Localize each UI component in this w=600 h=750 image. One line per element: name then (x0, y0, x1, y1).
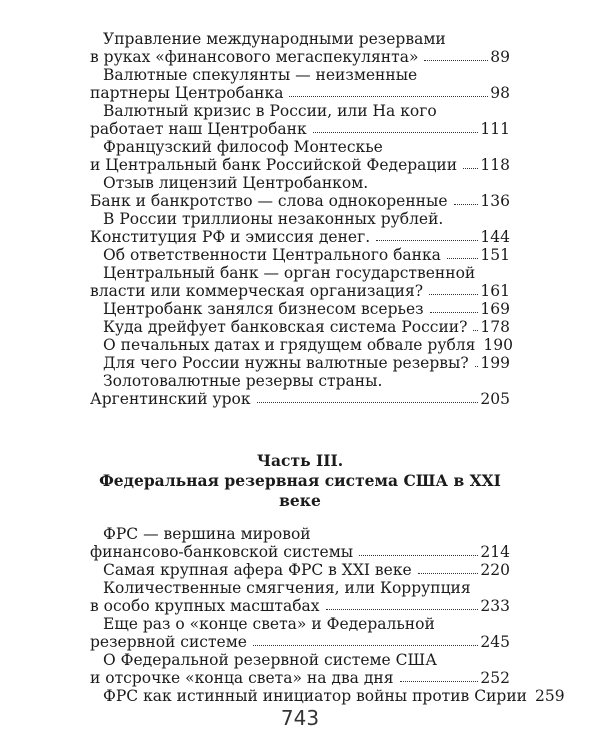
dot-leader (326, 605, 479, 610)
toc-entry-title: партнеры Центробанка (90, 84, 284, 102)
toc-entry-title: В России триллионы незаконных рублей. (103, 210, 444, 228)
toc-entry (90, 66, 510, 102)
toc-entry-line (90, 138, 510, 156)
toc-entry-line (90, 651, 510, 669)
toc-entry (90, 138, 510, 174)
toc-entry-title: власти или коммерческая организация? (90, 282, 424, 300)
dot-leader (253, 641, 478, 646)
toc-entry-title: Банк и банкротство — слова однокоренные (90, 192, 448, 210)
toc-entry-line (90, 84, 510, 102)
toc-entry-line (90, 372, 510, 390)
toc-entry-title: Количественные смягчения, или Коррупция (103, 579, 471, 597)
dot-leader (447, 254, 478, 259)
toc-entry-line (90, 354, 510, 372)
page-number: 743 (280, 706, 320, 730)
toc-page-number: 178 (480, 318, 510, 336)
toc-page-number: 233 (480, 597, 510, 615)
toc-entry (90, 651, 510, 687)
toc-entry-line (90, 102, 510, 120)
toc-entry (90, 372, 510, 408)
toc-entry (90, 102, 510, 138)
toc-entry-line (90, 120, 510, 138)
toc-entry-title: Золотовалютные резервы страны. (103, 372, 383, 390)
toc-entry-title: ФРС — вершина мировой (103, 525, 311, 543)
dot-leader (257, 398, 479, 403)
toc-page-number: 111 (480, 120, 510, 138)
toc-entry-line (90, 300, 510, 318)
toc-entry (90, 30, 510, 66)
toc-entry-title: Отзыв лицензий Центробанком. (103, 174, 369, 192)
toc-entry-line (90, 282, 510, 300)
toc-entry-line (90, 633, 510, 651)
toc-entry-line (90, 318, 510, 336)
toc-entry-line (90, 210, 510, 228)
toc-list-part-2 (90, 30, 513, 408)
toc-entry-title: Еще раз о «конце света» и Федеральной (103, 615, 435, 633)
toc-entry (90, 246, 510, 264)
toc-entry (90, 579, 510, 615)
dot-leader (400, 677, 479, 682)
toc-page-number: 169 (480, 300, 510, 318)
dot-leader (313, 128, 479, 133)
toc-entry-line (90, 264, 510, 282)
toc-entry (90, 264, 510, 300)
toc-page-number: 144 (480, 228, 510, 246)
toc-entry-title: резервной системе (90, 633, 247, 651)
toc-page-number: 89 (490, 48, 510, 66)
toc-entry-line (90, 48, 510, 66)
toc-entry-line (90, 228, 510, 246)
toc-entry-line (90, 525, 510, 543)
dot-leader (473, 326, 478, 331)
toc-page-number: 259 (535, 687, 565, 705)
dot-leader (430, 308, 479, 313)
part-subtitle: Федеральная резервная система США в XXI веке (99, 471, 501, 510)
dot-leader (376, 236, 478, 241)
toc-entry-title: Об ответственности Центрального банка (103, 246, 441, 264)
dot-leader (463, 164, 478, 169)
toc-entry (90, 615, 510, 651)
toc-page-number: 199 (480, 354, 510, 372)
toc-entry-line (90, 156, 510, 174)
toc-page-number: 205 (480, 390, 510, 408)
toc-entry-line (90, 597, 510, 615)
toc-entry-title: Для чего России нужны валютные резервы? (103, 354, 469, 372)
toc-entry (90, 525, 510, 561)
part-title: Часть III. (256, 451, 344, 470)
toc-entry-line (90, 543, 510, 561)
toc-entry-line (90, 192, 510, 210)
toc-entry-title: О печальных датах и грядущем обвале рубля (103, 336, 476, 354)
dot-leader (475, 362, 479, 367)
toc-entry-line (90, 687, 565, 705)
toc-entry-title: Самая крупная афера ФРС в XXI веке (103, 561, 412, 579)
toc-entry-title: О Федеральной резервной системе США (103, 651, 437, 669)
toc-page-number: 118 (480, 156, 510, 174)
toc-list-part-3 (90, 525, 565, 705)
toc-entry-title: в особо крупных масштабах (90, 597, 320, 615)
toc-entry-title: Центральный банк — орган государственной (103, 264, 476, 282)
toc-entry (90, 336, 513, 354)
toc-entry-title: Управление международными резервами (103, 30, 446, 48)
toc-entry-line (90, 30, 510, 48)
dot-leader (429, 290, 478, 295)
toc-entry-line (90, 669, 510, 687)
toc-entry (90, 300, 510, 318)
toc-entry-title: ФРС как истинный инициатор войны против Сирии (103, 687, 527, 705)
dot-leader (454, 200, 479, 205)
toc-entry-line (90, 246, 510, 264)
toc-entry-title: Конституция РФ и эмиссия денег. (90, 228, 371, 246)
dot-leader (359, 551, 478, 556)
toc-page-number: 220 (480, 561, 510, 579)
toc-entry-line (90, 390, 510, 408)
toc-entry-line (90, 336, 513, 354)
toc-entry-title: Куда дрейфует банковская система России? (103, 318, 468, 336)
toc-entry-title: и отсрочке «конца света» на два дня (90, 669, 394, 687)
toc-entry-title: Валютный кризис в России, или На кого (103, 102, 437, 120)
toc-entry-title: Французский философ Монтескье (103, 138, 383, 156)
toc-page-number: 136 (480, 192, 510, 210)
toc-page-number: 98 (490, 84, 510, 102)
toc-entry (90, 354, 510, 372)
toc-page-number: 190 (483, 336, 513, 354)
toc-page-number: 245 (480, 633, 510, 651)
toc-page-number: 252 (480, 669, 510, 687)
toc-entry-line (90, 615, 510, 633)
toc-entry-title: в руках «финансового мегаспекулянта» (90, 48, 419, 66)
toc-entry-line (90, 174, 510, 192)
toc-page-number: 151 (480, 246, 510, 264)
dot-leader (418, 569, 479, 574)
toc-entry-title: финансово-банковской системы (90, 543, 354, 561)
toc-entry (90, 561, 510, 579)
toc-page-number: 214 (480, 543, 510, 561)
dot-leader (424, 56, 488, 61)
toc-entry (90, 174, 510, 210)
toc-page-number: 161 (480, 282, 510, 300)
toc-entry (90, 318, 510, 336)
toc-entry (90, 687, 565, 705)
dot-leader (289, 92, 488, 97)
toc-entry-title: Центробанк занялся бизнесом всерьез (103, 300, 424, 318)
toc-entry-title: и Центральный банк Российской Федерации (90, 156, 458, 174)
toc-entry (90, 210, 510, 246)
toc-entry-title: Валютные спекулянты — неизменные (103, 66, 418, 84)
part-heading (80, 451, 520, 511)
toc-entry-line (90, 561, 510, 579)
toc-entry-line (90, 66, 510, 84)
toc-entry-title: Аргентинский урок (90, 390, 251, 408)
toc-entry-line (90, 579, 510, 597)
toc-entry-title: работает наш Центробанк (90, 120, 307, 138)
